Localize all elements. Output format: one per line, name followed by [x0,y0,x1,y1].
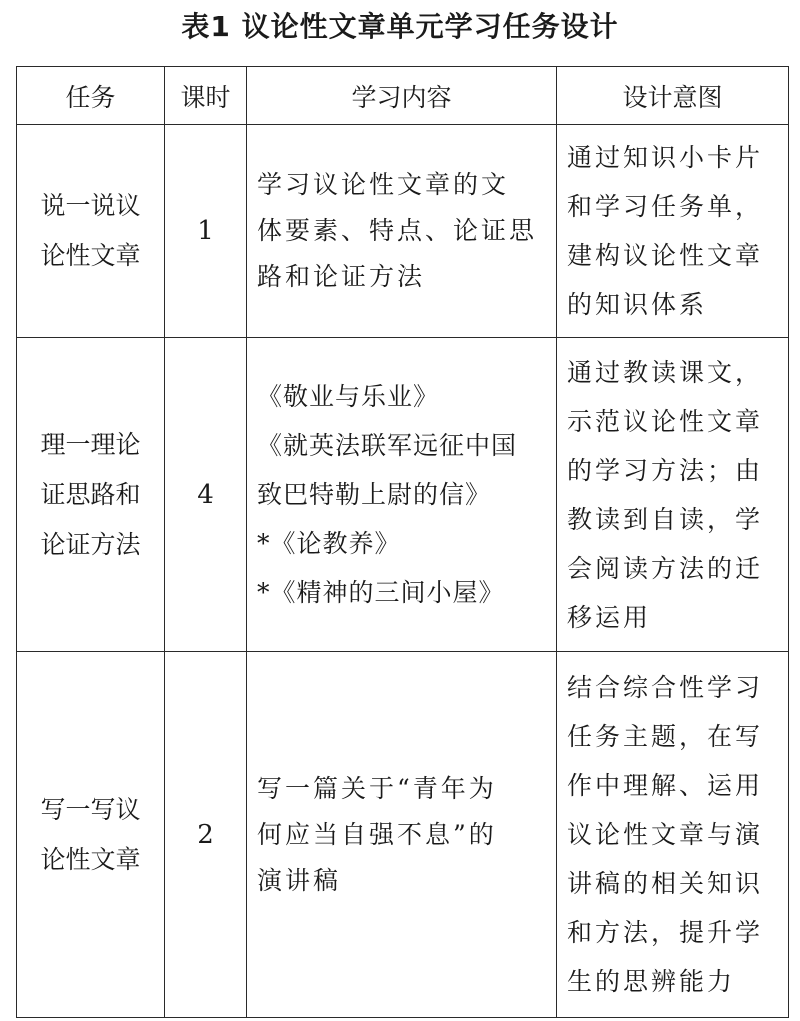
task-cell [17,125,165,338]
intent-line: 的学习方法；由 [567,455,764,485]
content-line: *《论教养》 [257,529,401,558]
intent-line: 教读到自读，学 [567,504,764,534]
intent-line: 任务主题，在写 [567,722,764,751]
intent-line: 移运用 [567,602,652,632]
intent-cell [557,338,789,652]
intent-line: 的知识体系 [567,290,708,319]
table-row [17,125,789,338]
content-cell [247,652,557,1018]
header-content: 学习内容 [247,67,557,125]
intent-line: 会阅读方法的迁 [567,553,764,583]
task-line: 证思路和 [40,479,141,509]
task-line: 写一写议 [40,794,141,824]
content-line: 体要素、特点、论证思 [257,216,538,245]
task-cell [17,338,165,652]
intent-line: 示范议论性文章 [567,406,764,436]
task-line: 论性文章 [40,241,141,270]
content-line: 学习议论性文章的文 [257,170,510,199]
content-line: 何应当自强不息”的 [257,819,497,849]
content-line: 《敬业与乐业》 [257,382,440,411]
header-hours: 课时 [165,67,247,125]
content-cell [247,125,557,338]
task-cell [17,652,165,1018]
intent-line: 生的思辨能力 [567,967,736,996]
hours-cell: 2 [165,652,247,1018]
task-line: 说一说议 [40,191,141,220]
table-row [17,652,789,1018]
intent-line: 建构议论性文章 [567,241,764,270]
content-line: 路和论证方法 [257,262,426,291]
task-line: 论性文章 [40,844,141,874]
intent-line: 和学习任务单， [567,192,764,221]
learning-task-table [16,66,789,1018]
table-row [17,338,789,652]
hours-cell: 1 [165,125,247,338]
intent-line: 议论性文章与演 [567,820,764,849]
table-header-row [17,67,789,125]
intent-line: 和方法，提升学 [567,918,764,947]
hours-cell: 4 [165,338,247,652]
content-line: 演讲稿 [257,865,342,895]
intent-line: 作中理解、运用 [567,771,764,800]
header-task: 任务 [17,67,165,125]
content-cell [247,338,557,652]
intent-line: 通过知识小卡片 [567,143,764,172]
intent-line: 通过教读课文， [567,357,764,387]
content-line: 《就英法联军远征中国 [257,431,518,460]
header-intent: 设计意图 [557,67,789,125]
content-line: 写一篇关于“青年为 [257,773,497,803]
table-caption: 表1 议论性文章单元学习任务设计 [181,10,619,43]
intent-cell [557,652,789,1018]
intent-line: 讲稿的相关知识 [567,869,764,898]
task-line: 理一理论 [40,429,141,459]
content-line: 致巴特勒上尉的信》 [257,480,492,509]
intent-cell [557,125,789,338]
content-line: *《精神的三间小屋》 [257,578,505,607]
task-line: 论证方法 [40,529,141,559]
intent-line: 结合综合性学习 [567,673,764,702]
